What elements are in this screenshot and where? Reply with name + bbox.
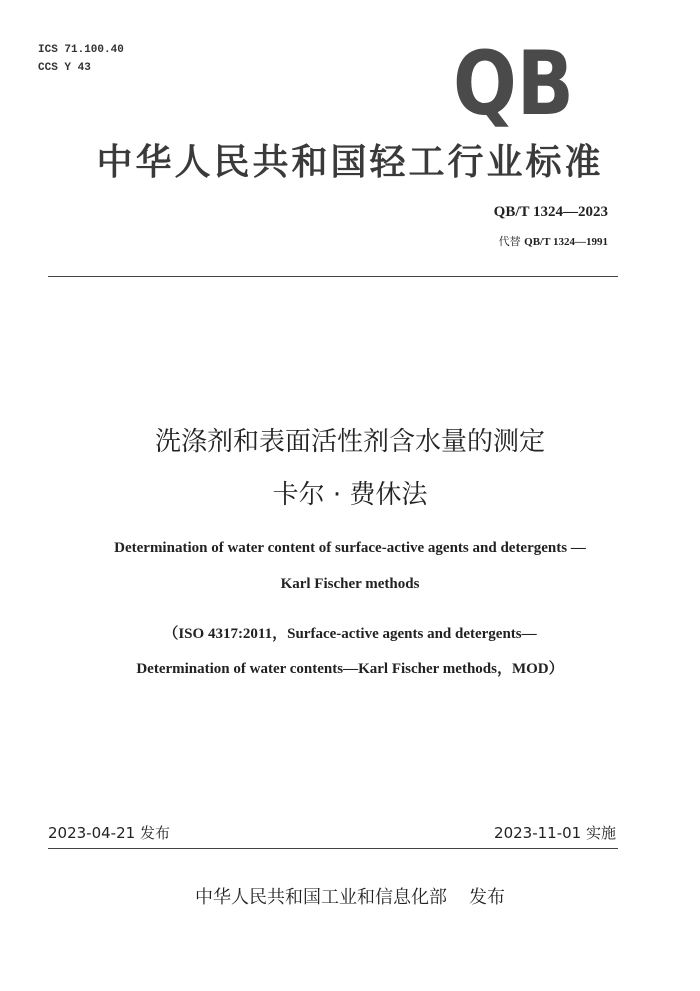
- iso-reference-line-1: （ISO 4317:2011，Surface-active agents and detergents—: [163, 626, 537, 642]
- replaces-line: [499, 233, 608, 249]
- header-divider: [48, 276, 618, 277]
- ics-code: ICS 71.100.40: [38, 44, 124, 56]
- replaces-label: 代替: [498, 235, 521, 248]
- iso-reference-line-2: Determination of water contents—Karl Fischer methods，MOD）: [136, 661, 564, 677]
- industry-standard-title: 中华人民共和国轻工行业标准: [96, 142, 604, 183]
- publisher-name: 中华人民共和国工业和信息化部: [195, 887, 447, 908]
- issue-date: 2023-04-21 发布: [48, 824, 170, 842]
- chinese-title-line-2: 卡尔 · 费休法: [272, 480, 428, 510]
- chinese-title-line-1: 洗涤剂和表面活性剂含水量的测定: [154, 427, 545, 457]
- qb-logo-text: QB: [453, 32, 574, 135]
- ccs-code: CCS Y 43: [38, 62, 91, 74]
- footer-divider: [48, 848, 618, 849]
- standard-code: QB/T 1324—2023: [493, 204, 608, 220]
- replaces-code: QB/T 1324—1991: [524, 236, 608, 248]
- publish-action: 发布: [469, 887, 505, 908]
- english-title-line-1: Determination of water content of surface-active agents and detergents —: [114, 540, 586, 556]
- english-title-line-2: Karl Fischer methods: [280, 576, 420, 592]
- implementation-date: 2023-11-01 实施: [494, 824, 616, 842]
- publisher-line: [0, 883, 700, 909]
- qb-logo: [452, 32, 575, 135]
